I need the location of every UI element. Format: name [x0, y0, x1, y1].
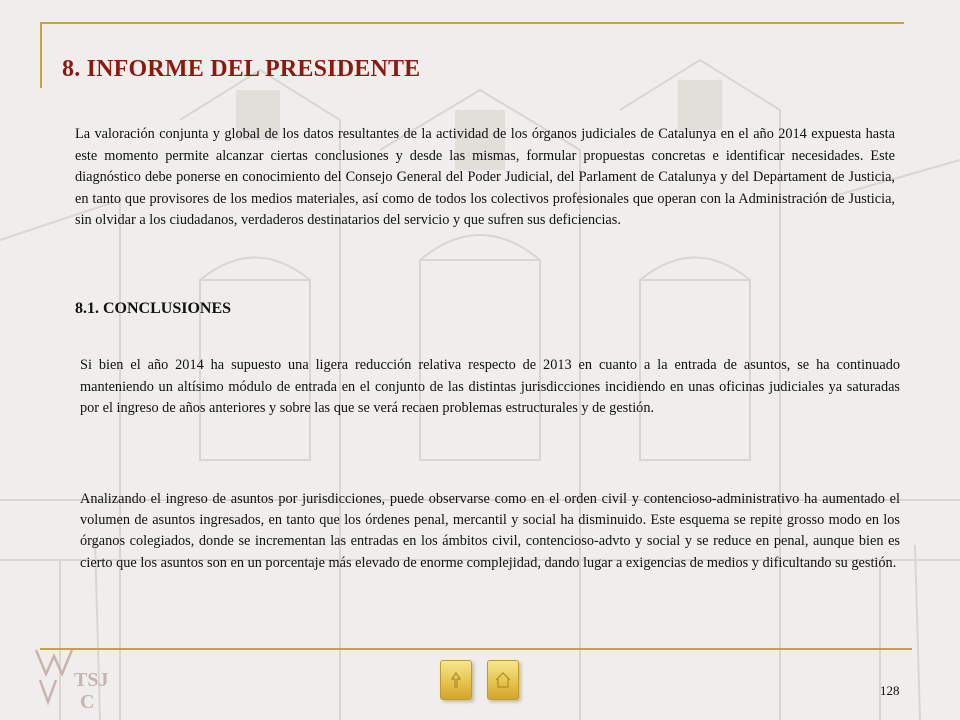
frame-left-line	[40, 22, 42, 88]
page-title: 8. INFORME DEL PRESIDENTE	[62, 56, 421, 82]
page-number: 128	[880, 683, 900, 698]
back-arrow-icon	[447, 670, 465, 690]
tsjc-logo	[30, 644, 110, 710]
section-subtitle: 8.1. CONCLUSIONES	[75, 300, 232, 317]
intro-paragraph: La valoración conjunta y global de los datos resultantes de la actividad de los órganos judiciales de Catalunya en el año 2014 expuesta hasta este momento permite alcanzar ciertas conclusiones y desde las mismas, formular propuestas concretas e identificar necesidades. Este diagnóstico debe ponerse en conocimiento del Consejo General del Poder Judicial, del Parlament de Catalunya y del Departament de Justicia, en tanto que provisores de los medios materiales, así como de todos los colectivos profesionales que operan con la Administración de Justicia, sin olvidar a los ciudadanos, verdaderos destinatarios del servicio y que sufren sus deficiencias.	[75, 126, 895, 229]
conclusion-paragraph-1: Si bien el año 2014 ha supuesto una ligera reducción relativa respecto de 2013 en cuanto a la entrada de asuntos, se ha continuado manteniendo un altísimo módulo de entrada en el conjunto de las distintas jurisdicciones incidiendo en unas oficinas judiciales ya saturadas por el ingreso de años anteriores y sobre las que se verá recaen problemas estructurales y de gestión.	[80, 357, 900, 417]
logo-text-tsj: TSJ	[74, 669, 109, 691]
frame-top-line	[40, 22, 904, 24]
logo-text-c: C	[80, 691, 95, 710]
back-button[interactable]	[440, 660, 472, 700]
frame-bottom-line	[40, 648, 912, 650]
conclusion-paragraph-2: Analizando el ingreso de asuntos por jurisdicciones, puede observarse como en el orden civil y contencioso-administrativo ha aumentado el volumen de asuntos ingresados, en tanto que los órdenes penal, mercantil y social ha disminuido. Este esquema se repite grosso modo en los órganos colegiados, donde se incrementan las entradas en los ámbitos civil, contencioso-advto y social y se reduce en penal, aunque bien es cierto que los asuntos son en un porcentaje más elevado de enorme complejidad, dando lugar a exigencias de medios y dificultando su gestión.	[80, 491, 900, 571]
home-icon	[494, 670, 512, 690]
home-button[interactable]	[487, 660, 519, 700]
